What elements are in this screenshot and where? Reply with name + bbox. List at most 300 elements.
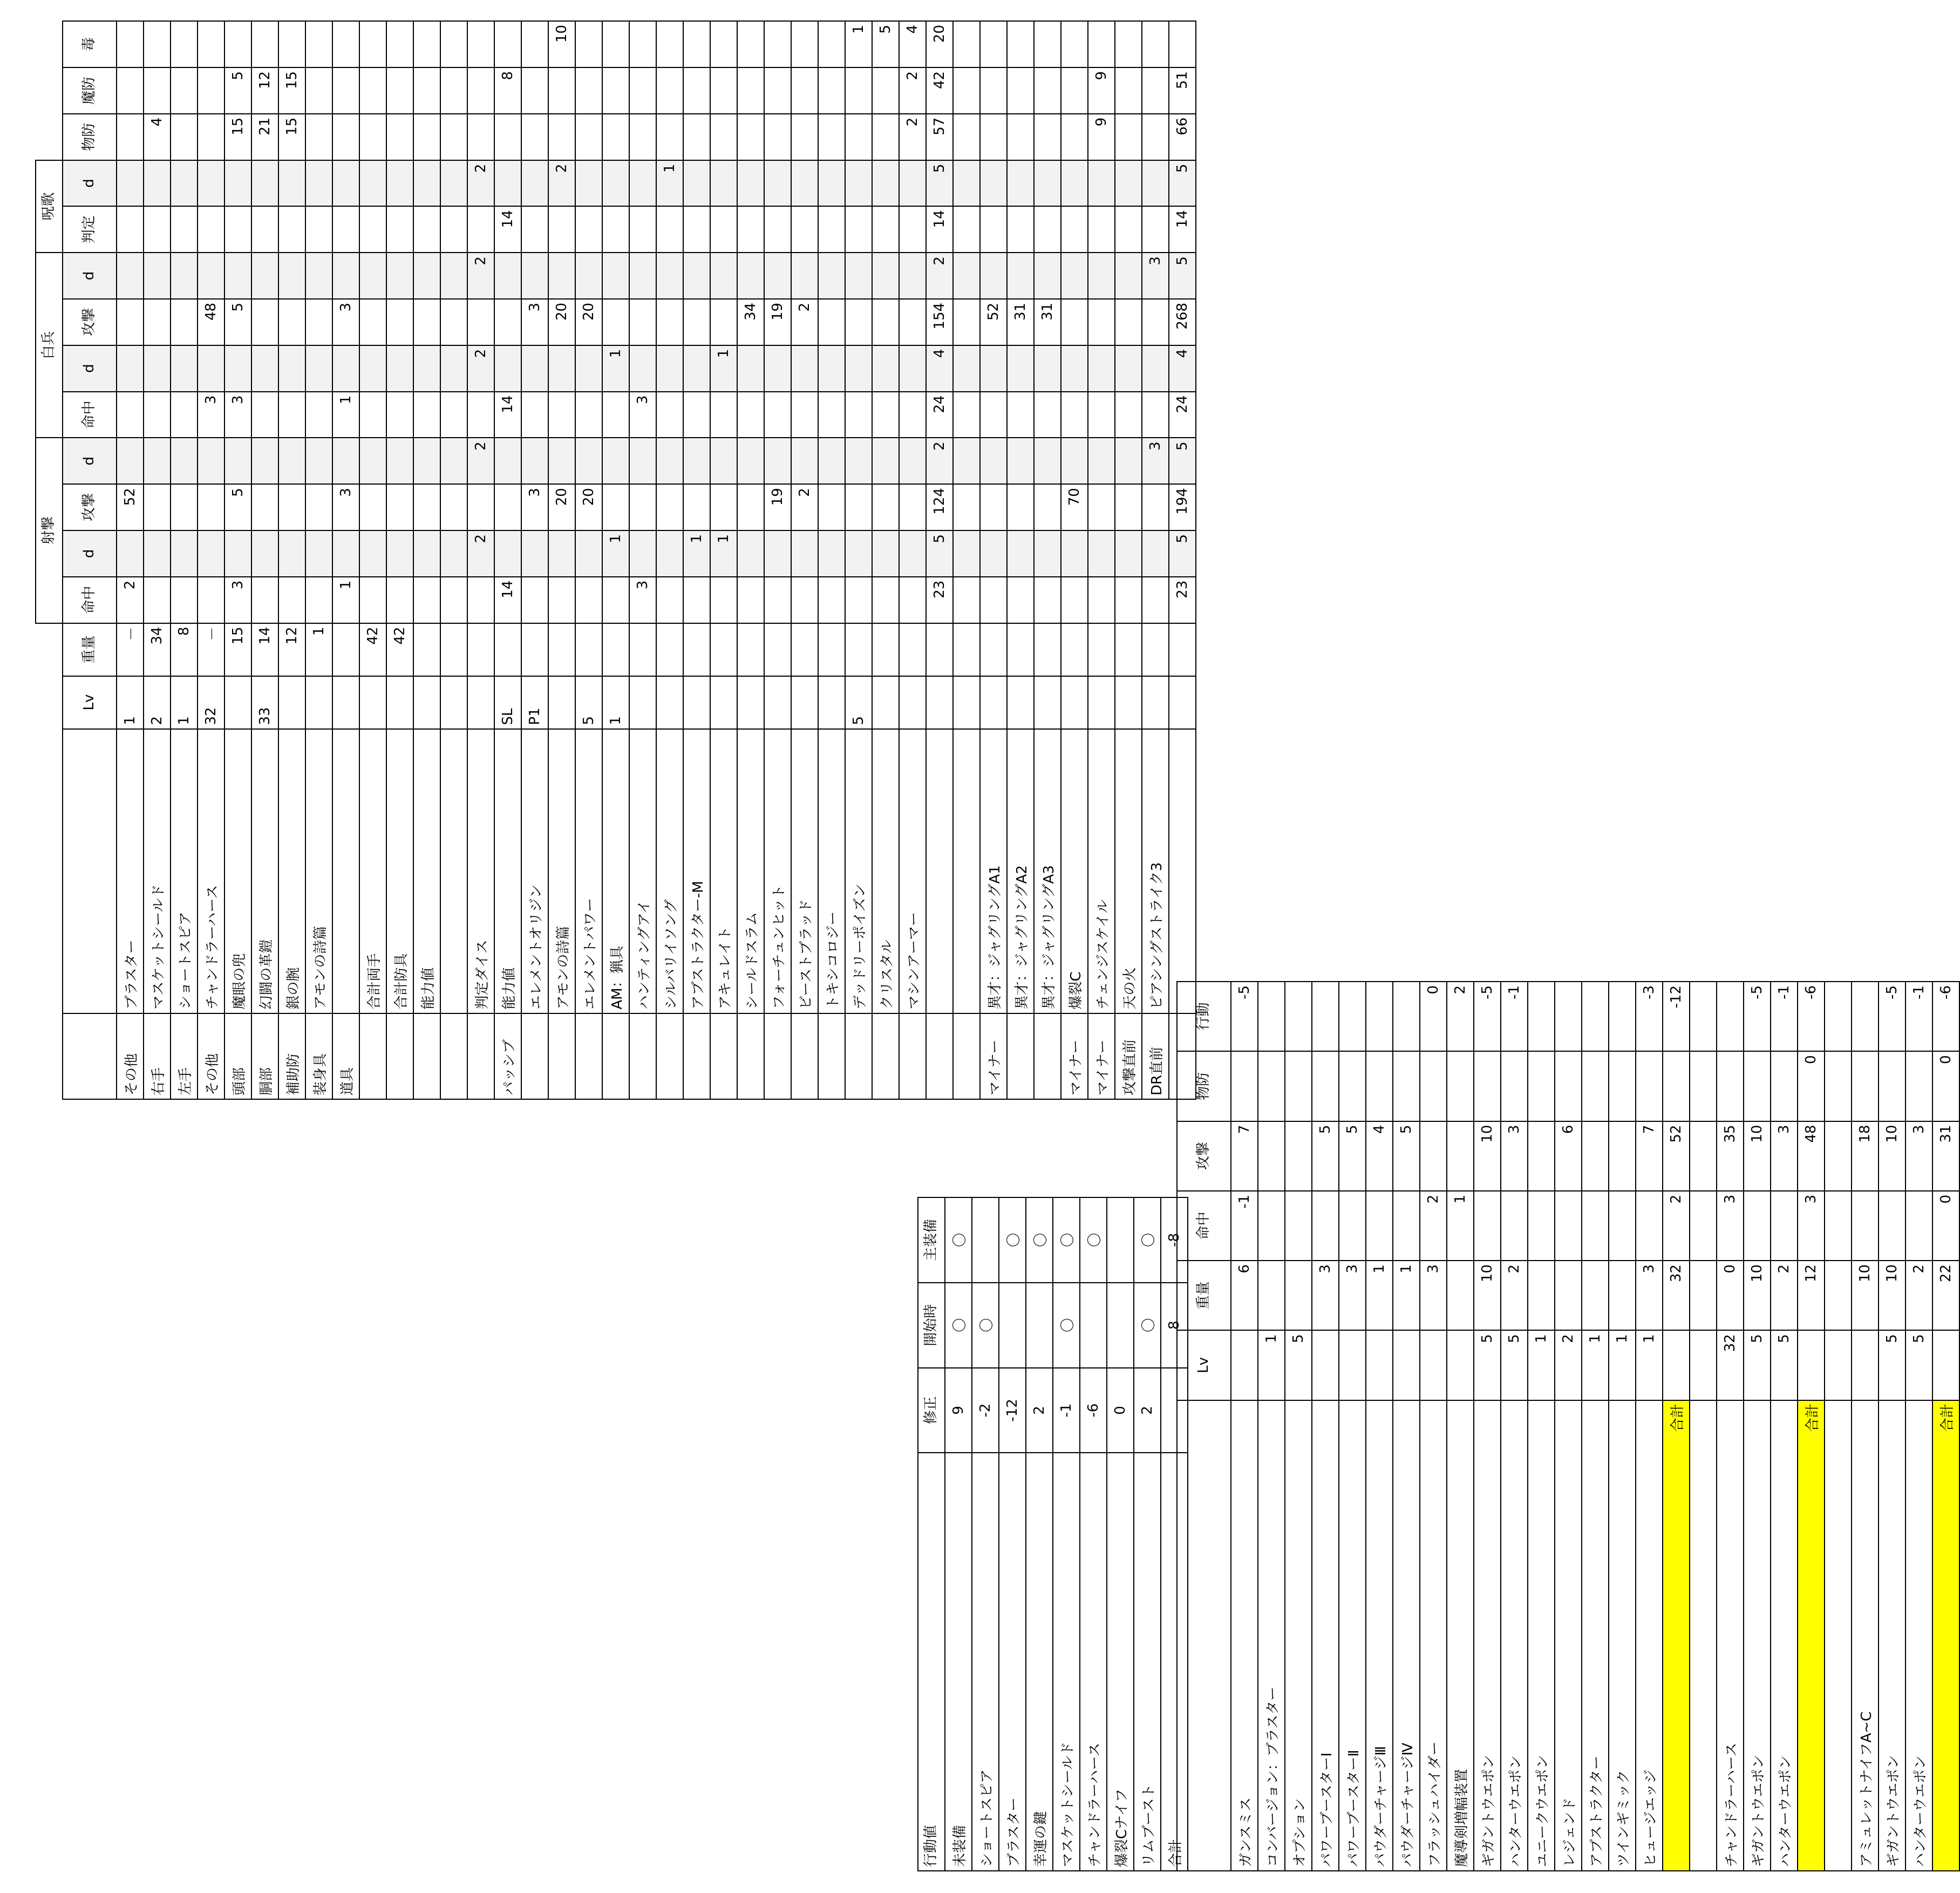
stat-cell xyxy=(386,160,413,207)
slot-cell xyxy=(440,1013,467,1099)
value-cell xyxy=(1231,1051,1258,1121)
start-flag-cell: 〇 xyxy=(945,1283,972,1368)
stat-cell xyxy=(117,345,144,392)
table-row xyxy=(1636,982,1663,1871)
stat-cell: 2 xyxy=(791,299,818,345)
value-cell xyxy=(1393,1191,1420,1261)
stat-cell xyxy=(1088,253,1115,299)
stat-cell xyxy=(144,438,171,484)
item-name-cell: ハンティングアイ xyxy=(629,729,656,1013)
stat-cell xyxy=(602,392,629,438)
level-cell xyxy=(656,676,683,729)
stat-cell xyxy=(251,21,278,67)
stat-cell xyxy=(144,160,171,207)
item-name-cell: ギガントウエポン xyxy=(1744,1400,1771,1871)
stat-cell xyxy=(359,530,386,577)
stat-cell xyxy=(1115,299,1142,345)
main-flag-cell xyxy=(972,1197,999,1283)
value-cell xyxy=(1609,982,1636,1051)
stat-cell xyxy=(171,577,198,623)
table-row xyxy=(548,21,575,1099)
stat-cell xyxy=(980,21,1007,67)
table-row xyxy=(1142,21,1169,1099)
stat-cell xyxy=(467,484,494,530)
stat-cell xyxy=(899,299,926,345)
stat-cell xyxy=(953,438,980,484)
item-name-cell: 判定ダイス xyxy=(467,729,494,1013)
stat-cell xyxy=(791,530,818,577)
column-header: 毒 xyxy=(63,21,117,67)
value-cell xyxy=(1312,1051,1339,1121)
value-cell xyxy=(1555,1261,1582,1330)
stat-cell xyxy=(359,67,386,114)
stat-cell xyxy=(440,392,467,438)
value-cell: -12 xyxy=(1663,982,1690,1051)
table-row xyxy=(872,21,899,1099)
start-flag-cell xyxy=(1026,1283,1053,1368)
table-row xyxy=(1034,21,1061,1099)
value-cell xyxy=(1447,1051,1474,1121)
stat-cell xyxy=(899,530,926,577)
table-row xyxy=(1879,982,1905,1871)
stat-cell xyxy=(818,160,845,207)
stat-cell: 23 xyxy=(1169,577,1196,623)
table-row xyxy=(1231,982,1258,1871)
stat-cell xyxy=(1034,438,1061,484)
value-cell xyxy=(1663,1051,1690,1121)
stat-cell xyxy=(144,206,171,253)
stat-cell xyxy=(440,299,467,345)
value-cell xyxy=(1690,1121,1717,1191)
table-row xyxy=(359,21,386,1099)
stat-cell xyxy=(575,67,602,114)
stat-cell xyxy=(278,577,305,623)
stat-cell: 10 xyxy=(548,21,575,67)
modifier-cell: 2 xyxy=(1026,1368,1053,1453)
value-cell: 32 xyxy=(1663,1261,1690,1330)
stat-cell: 5 xyxy=(1169,160,1196,207)
level-cell xyxy=(818,676,845,729)
weight-cell xyxy=(656,623,683,676)
table-row xyxy=(602,21,629,1099)
stat-cell: 14 xyxy=(494,392,521,438)
stat-cell xyxy=(467,67,494,114)
stat-cell xyxy=(332,345,359,392)
weapon-customize-table xyxy=(1176,981,1960,1871)
stat-cell xyxy=(1088,21,1115,67)
stat-cell xyxy=(144,530,171,577)
stat-cell xyxy=(1115,392,1142,438)
column-header: 物防 xyxy=(63,114,117,160)
stat-cell xyxy=(386,577,413,623)
slot-cell xyxy=(1007,1013,1034,1099)
stat-cell: 8 xyxy=(494,67,521,114)
level-cell xyxy=(899,676,926,729)
stat-cell xyxy=(386,253,413,299)
table-row xyxy=(1771,982,1798,1871)
value-cell xyxy=(1663,1330,1690,1400)
stat-cell xyxy=(737,206,764,253)
slot-cell xyxy=(602,1013,629,1099)
table-row xyxy=(1339,982,1366,1871)
value-cell xyxy=(1501,1051,1528,1121)
stat-cell xyxy=(386,438,413,484)
value-cell: 7 xyxy=(1636,1121,1663,1191)
stat-cell xyxy=(791,21,818,67)
stat-cell xyxy=(386,392,413,438)
stat-cell xyxy=(548,114,575,160)
value-cell xyxy=(1312,1330,1339,1400)
table-row xyxy=(1007,21,1034,1099)
stat-cell: 5 xyxy=(926,160,953,207)
column-header: 攻撃 xyxy=(1177,1121,1231,1191)
stat-cell xyxy=(494,299,521,345)
value-cell xyxy=(1852,982,1879,1051)
value-cell: -5 xyxy=(1474,982,1501,1051)
stat-cell xyxy=(440,160,467,207)
stat-cell xyxy=(953,114,980,160)
value-cell: 5 xyxy=(1393,1121,1420,1191)
stat-cell xyxy=(278,21,305,67)
slot-cell xyxy=(710,1013,737,1099)
weight-cell xyxy=(926,623,953,676)
stat-cell: 52 xyxy=(980,299,1007,345)
stat-cell xyxy=(818,484,845,530)
stat-cell xyxy=(1142,577,1169,623)
table-row xyxy=(467,21,494,1099)
stat-cell xyxy=(737,253,764,299)
stat-cell xyxy=(224,530,251,577)
stat-cell xyxy=(440,21,467,67)
value-cell xyxy=(1744,1191,1771,1261)
slot-cell: パッシブ xyxy=(494,1013,521,1099)
stat-cell xyxy=(359,206,386,253)
stat-cell xyxy=(251,484,278,530)
weight-cell xyxy=(953,623,980,676)
stat-cell xyxy=(764,206,791,253)
stat-cell xyxy=(1142,206,1169,253)
stat-cell: 5 xyxy=(224,299,251,345)
value-cell: 10 xyxy=(1744,1261,1771,1330)
slot-cell: 装身具 xyxy=(305,1013,332,1099)
slot-cell xyxy=(818,1013,845,1099)
stat-cell xyxy=(1007,160,1034,207)
stat-cell xyxy=(494,253,521,299)
stat-cell: 12 xyxy=(251,67,278,114)
weight-cell xyxy=(413,623,440,676)
stat-cell xyxy=(710,299,737,345)
stat-cell: 34 xyxy=(737,299,764,345)
stat-cell xyxy=(656,299,683,345)
column-header: d xyxy=(63,438,117,484)
stat-cell xyxy=(386,114,413,160)
table-row xyxy=(1053,1197,1080,1871)
stat-cell xyxy=(953,392,980,438)
stat-cell xyxy=(413,345,440,392)
value-cell xyxy=(1905,1051,1932,1121)
item-name-cell: 幻闘の革鎧 xyxy=(251,729,278,1013)
stat-cell xyxy=(251,530,278,577)
table-row xyxy=(1312,982,1339,1871)
item-name-cell: 異才：ジャグリングA2 xyxy=(1007,729,1034,1013)
stat-cell xyxy=(548,253,575,299)
slot-cell xyxy=(1169,1013,1196,1099)
main-flag-cell: 〇 xyxy=(1053,1197,1080,1283)
stat-cell: 57 xyxy=(926,114,953,160)
stat-cell xyxy=(845,160,872,207)
table-row xyxy=(683,21,710,1099)
stat-cell xyxy=(278,530,305,577)
stat-cell xyxy=(1088,484,1115,530)
stat-cell xyxy=(521,438,548,484)
stat-cell xyxy=(171,160,198,207)
stat-cell: 4 xyxy=(144,114,171,160)
stat-cell xyxy=(710,438,737,484)
weight-cell xyxy=(629,623,656,676)
stat-cell xyxy=(1007,577,1034,623)
stat-cell xyxy=(629,438,656,484)
stat-cell xyxy=(305,299,332,345)
stat-cell xyxy=(386,484,413,530)
stat-cell xyxy=(359,253,386,299)
table-row xyxy=(629,21,656,1099)
stat-cell xyxy=(845,484,872,530)
stat-cell xyxy=(818,438,845,484)
slot-cell: 右手 xyxy=(144,1013,171,1099)
start-flag-cell: 〇 xyxy=(1134,1283,1161,1368)
value-cell xyxy=(1582,1121,1609,1191)
column-header: 命中 xyxy=(63,577,117,623)
stat-cell xyxy=(1007,484,1034,530)
stat-cell xyxy=(386,21,413,67)
value-cell xyxy=(1366,1330,1393,1400)
column-header: 重量 xyxy=(63,623,117,676)
value-cell xyxy=(1771,1191,1798,1261)
stat-cell xyxy=(1034,206,1061,253)
item-name-cell: ヒュージエッジ xyxy=(1636,1400,1663,1871)
stat-cell: 194 xyxy=(1169,484,1196,530)
column-header xyxy=(63,729,117,1013)
table-row xyxy=(1501,982,1528,1871)
stat-cell xyxy=(359,484,386,530)
value-cell: 3 xyxy=(1905,1121,1932,1191)
table-row xyxy=(1555,982,1582,1871)
stat-cell xyxy=(899,577,926,623)
stat-cell xyxy=(656,438,683,484)
weight-cell xyxy=(1115,623,1142,676)
total-row xyxy=(1798,982,1825,1871)
stat-cell xyxy=(440,206,467,253)
stat-cell xyxy=(251,160,278,207)
stat-cell: 268 xyxy=(1169,299,1196,345)
stat-cell xyxy=(332,530,359,577)
stat-cell xyxy=(872,67,899,114)
table-row xyxy=(332,21,359,1099)
item-name-cell: チェンジスケイル xyxy=(1088,729,1115,1013)
stat-cell xyxy=(440,253,467,299)
column-header: 攻撃 xyxy=(63,484,117,530)
item-name-cell xyxy=(953,729,980,1013)
column-header: 主装備 xyxy=(918,1197,945,1283)
stat-cell xyxy=(1088,392,1115,438)
value-cell xyxy=(1312,982,1339,1051)
stat-cell xyxy=(872,438,899,484)
value-cell xyxy=(1555,982,1582,1051)
stat-cell xyxy=(521,114,548,160)
stat-cell xyxy=(413,206,440,253)
stat-cell xyxy=(251,345,278,392)
item-name-cell: アブストラクター xyxy=(1582,1400,1609,1871)
table-row xyxy=(1161,1197,1188,1871)
stat-cell xyxy=(413,253,440,299)
stat-cell xyxy=(791,206,818,253)
stat-cell xyxy=(980,160,1007,207)
item-name-cell xyxy=(332,729,359,1013)
slot-cell: マイナー xyxy=(1088,1013,1115,1099)
item-name-cell: パワーブースターⅡ xyxy=(1339,1400,1366,1871)
stat-cell xyxy=(1169,21,1196,67)
stat-cell xyxy=(899,345,926,392)
weight-cell xyxy=(467,623,494,676)
stat-cell xyxy=(737,577,764,623)
stat-cell xyxy=(117,530,144,577)
stat-cell xyxy=(386,299,413,345)
item-name-cell: 異才：ジャグリングA3 xyxy=(1034,729,1061,1013)
stat-cell: 15 xyxy=(224,114,251,160)
stat-cell xyxy=(1142,299,1169,345)
stat-cell xyxy=(467,299,494,345)
level-cell xyxy=(1115,676,1142,729)
stat-cell xyxy=(1088,530,1115,577)
stat-cell xyxy=(305,345,332,392)
stat-cell xyxy=(683,206,710,253)
stat-cell xyxy=(818,206,845,253)
value-cell xyxy=(1555,1051,1582,1121)
stat-cell xyxy=(1007,392,1034,438)
stat-cell: 2 xyxy=(467,253,494,299)
stat-cell: 19 xyxy=(764,484,791,530)
slot-cell xyxy=(683,1013,710,1099)
stat-cell xyxy=(1115,160,1142,207)
stat-cell xyxy=(1115,114,1142,160)
stat-cell: 23 xyxy=(926,577,953,623)
column-header: 物防 xyxy=(1177,1051,1231,1121)
level-cell xyxy=(1034,676,1061,729)
stat-cell xyxy=(117,253,144,299)
value-cell xyxy=(1528,982,1555,1051)
stat-cell xyxy=(710,67,737,114)
stat-cell xyxy=(1115,345,1142,392)
stat-cell xyxy=(278,160,305,207)
stat-cell xyxy=(575,160,602,207)
column-header: Lv xyxy=(63,676,117,729)
start-flag-cell: 8 xyxy=(1161,1283,1188,1368)
stat-cell xyxy=(629,484,656,530)
level-cell xyxy=(467,676,494,729)
table-row xyxy=(1258,982,1285,1871)
stat-cell xyxy=(764,530,791,577)
item-name-cell: コンバージョン：ブラスター xyxy=(1258,1400,1285,1871)
stat-cell xyxy=(683,438,710,484)
item-name-cell xyxy=(926,729,953,1013)
stat-cell xyxy=(764,114,791,160)
value-cell: 5 xyxy=(1744,1330,1771,1400)
stat-cell xyxy=(629,67,656,114)
value-cell: 48 xyxy=(1798,1121,1825,1191)
value-cell: -6 xyxy=(1932,982,1959,1051)
stat-cell xyxy=(171,67,198,114)
stat-cell: 9 xyxy=(1088,114,1115,160)
stat-cell xyxy=(575,21,602,67)
value-cell xyxy=(1528,1051,1555,1121)
stat-cell xyxy=(791,253,818,299)
stat-cell xyxy=(171,206,198,253)
stat-cell xyxy=(359,577,386,623)
stat-cell: 4 xyxy=(1169,345,1196,392)
slot-cell xyxy=(764,1013,791,1099)
table-row xyxy=(1690,982,1717,1871)
item-name-cell: リムブースト xyxy=(1134,1453,1161,1871)
stat-cell xyxy=(117,21,144,67)
stat-cell xyxy=(278,299,305,345)
level-cell: SL xyxy=(494,676,521,729)
stat-cell xyxy=(575,392,602,438)
value-cell xyxy=(1339,982,1366,1051)
item-name-cell: 異才：ジャグリングA1 xyxy=(980,729,1007,1013)
stat-cell xyxy=(494,345,521,392)
column-header: d xyxy=(63,530,117,577)
value-cell xyxy=(1798,1330,1825,1400)
table-row xyxy=(224,21,251,1099)
value-cell xyxy=(1636,1191,1663,1261)
stat-cell xyxy=(521,160,548,207)
stat-cell xyxy=(251,577,278,623)
value-cell xyxy=(1609,1261,1636,1330)
item-name-cell: ギガントウエポン xyxy=(1879,1400,1905,1871)
stat-cell xyxy=(656,21,683,67)
stat-cell xyxy=(1115,484,1142,530)
stat-cell: 5 xyxy=(224,484,251,530)
stat-cell: 5 xyxy=(1169,253,1196,299)
value-cell xyxy=(1312,1191,1339,1261)
table-row xyxy=(1393,982,1420,1871)
stat-cell xyxy=(1088,438,1115,484)
column-header: 命中 xyxy=(1177,1191,1231,1261)
item-name-cell: パワーブースターⅠ xyxy=(1312,1400,1339,1871)
group-header: 射撃 xyxy=(36,438,63,623)
stat-cell xyxy=(548,67,575,114)
table-row xyxy=(1609,982,1636,1871)
stat-cell xyxy=(980,253,1007,299)
table-row xyxy=(1582,982,1609,1871)
stat-cell xyxy=(332,206,359,253)
stat-cell xyxy=(629,206,656,253)
main-flag-cell: 〇 xyxy=(945,1197,972,1283)
stat-cell xyxy=(710,21,737,67)
stat-cell xyxy=(1142,160,1169,207)
stat-cell xyxy=(198,345,224,392)
slot-cell: 胴部 xyxy=(251,1013,278,1099)
level-cell xyxy=(332,676,359,729)
value-cell xyxy=(1366,1191,1393,1261)
item-name-cell: ブラスター xyxy=(999,1453,1026,1871)
stat-cell xyxy=(602,577,629,623)
item-name-cell: マスケットシールド xyxy=(144,729,171,1013)
stat-cell xyxy=(305,392,332,438)
value-cell: -5 xyxy=(1879,982,1905,1051)
stat-cell xyxy=(305,484,332,530)
weight-cell xyxy=(332,623,359,676)
